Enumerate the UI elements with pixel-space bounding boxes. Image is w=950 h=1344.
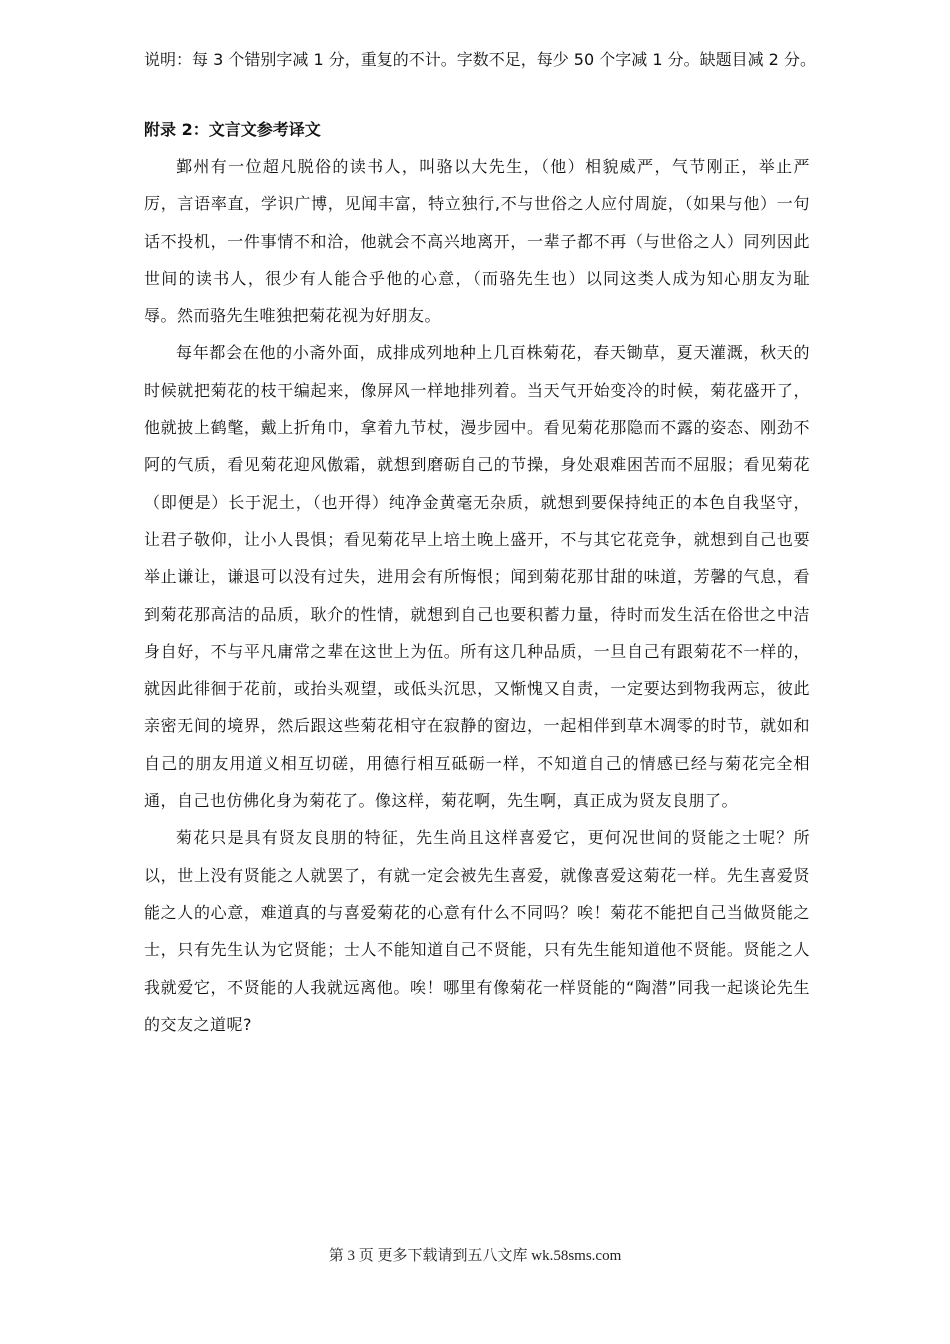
- appendix-heading: 附录 2：文言文参考译文: [144, 120, 321, 139]
- scoring-note: 说明：每 3 个错别字减 1 分，重复的不计。字数不足，每少 50 个字减 1 分。缺题目减 2 分。: [144, 50, 816, 69]
- translation-paragraph-1: 鄞州有一位超凡脱俗的读书人，叫骆以大先生，（他）相貌威严，气节刚正，举止严厉，言语率直，学识广博，见闻丰富，特立独行,不与世俗之人应付周旋，（如果与他）一句话不投机，一件事情不和洽，他就会不高兴地离开，一辈子都不再（与世俗之人）同列因此世间的读书人，很少有人能合乎他的心意，（而骆先生也）以同这类人成为知心朋友为耻辱。然而骆先生唯独把菊花视为好朋友。: [144, 157, 810, 326]
- translation-paragraph-3: 菊花只是具有贤友良朋的特征，先生尚且这样喜爱它，更何况世间的贤能之士呢？所以，世上没有贤能之人就罢了，有就一定会被先生喜爱，就像喜爱这菊花一样。先生喜爱贤能之人的心意，难道真的与喜爱菊花的心意有什么不同吗？唉！菊花不能把自己当做贤能之士，只有先生认为它贤能；士人不能知道自己不贤能，只有先生能知道他不贤能。贤能之人我就爱它，不贤能的人我就远离他。唉！哪里有像菊花一样贤能的“陶潜”同我一起谈论先生的交友之道呢?: [144, 828, 810, 1034]
- page-footer: 第 3 页 更多下载请到五八文库 wk.58sms.com: [328, 1248, 622, 1264]
- document-body: [144, 46, 816, 1043]
- translation-paragraph-2: 每年都会在他的小斋外面，成排成列地种上几百株菊花，春天锄草，夏天灌溉，秋天的时候就把菊花的枝干编起来，像屏风一样地排列着。当天气开始变冷的时候，菊花盛开了，他就披上鹤氅，戴上折角巾，拿着九节杖，漫步园中。看见菊花那隐而不露的姿态、刚劲不阿的气质，看见菊花迎风傲霜，就想到磨砺自己的节操，身处艰难困苦而不屈服；看见菊花（即便是）长于泥土，（也开得）纯净金黄毫无杂质，就想到要保持纯正的本色自我坚守，让君子敬仰，让小人畏惧；看见菊花早上培土晚上盛开，不与其它花竞争，就想到自己也要举止谦让，谦退可以没有过失，进用会有所悔恨；闻到菊花那甘甜的味道，芳馨的气息，看到菊花那高洁的品质，耿介的性情，就想到自己也要积蓄力量，待时而发生活在俗世之中洁身自好，不与平凡庸常之辈在这世上为伍。所有这几种品质，一旦自己有跟菊花不一样的，就因此徘徊于花前，或抬头观望，或低头沉思，又惭愧又自责，一定要达到物我两忘，彼此亲密无间的境界，然后跟这些菊花相守在寂静的窗边，一起相伴到草木凋零的时节，就如和自己的朋友用道义相互切磋，用德行相互砥砺一样，不知道自己的情感已经与菊花完全相通，自己也仿佛化身为菊花了。像这样，菊花啊，先生啊，真正成为贤友良朋了。: [144, 343, 810, 811]
